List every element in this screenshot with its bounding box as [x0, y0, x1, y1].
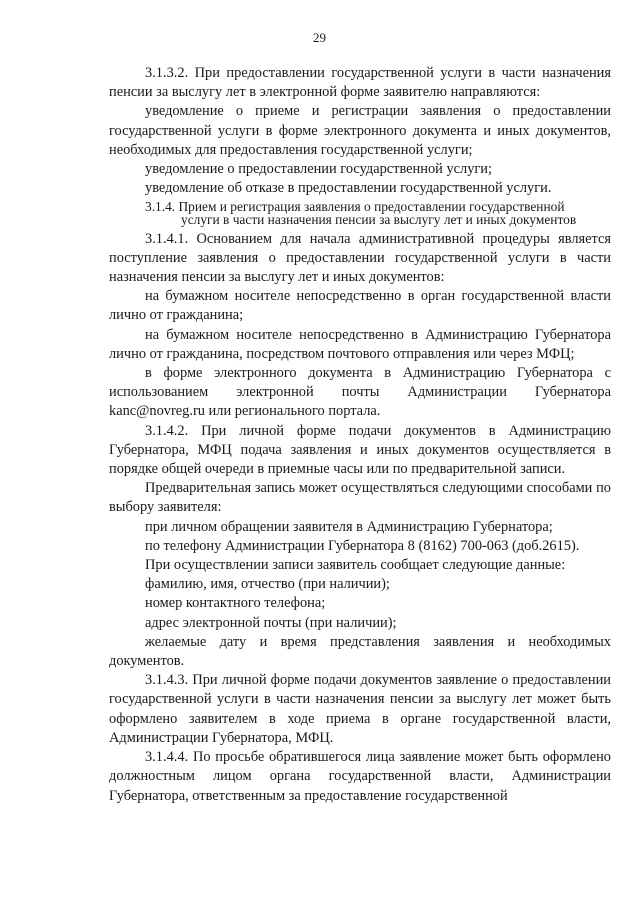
paragraph: уведомление об отказе в предоставлении государственной услуги. — [145, 180, 552, 197]
paragraph: уведомление о предоставлении государственной услуги; — [145, 161, 493, 178]
paragraph: адрес электронной почты (при наличии); — [145, 614, 397, 631]
paragraph: желаемые дату и время представления заявления и необходимых документов. — [109, 633, 611, 670]
paragraph: на бумажном носителе непосредственно в Администрацию Губернатора лично от гражданина, посредством почтового отправления или через МФЦ; — [109, 326, 611, 362]
paragraph: на бумажном носителе непосредственно в орган государственной власти лично от гражданина; — [109, 288, 611, 324]
paragraph: 3.1.4.3. При личной форме подачи документов заявление о предоставлении государственной услуги в части назначения пенсии за выслугу лет может быть оформлено заявителем в ходе приема в органе государственной власти, Администрации Губернатора, МФЦ. — [109, 672, 611, 746]
paragraph: в форме электронного документа в Администрацию Губернатора с использованием электронной почты Администрации Губернатора kanc@novreg.ru или регионального портала. — [109, 365, 611, 420]
section-heading-line-2: услуги в части назначения пенсии за выслугу лет и иных документов — [181, 212, 577, 228]
paragraph: 3.1.4.4. По просьбе обратившегося лица заявление может быть оформлено должностным лицом органа государственной власти, Администрации Губернатора, ответственным за предоставление государственной — [109, 749, 611, 804]
paragraph: при личном обращении заявителя в Администрацию Губернатора; — [145, 518, 553, 535]
paragraph: по телефону Администрации Губернатора 8 (8162) 700-063 (доб.2615). — [145, 537, 580, 554]
paragraph: уведомление о приеме и регистрации заявления о предоставлении государственной услуги в форме электронного документа и иных документов, необходимых для предоставления государственной услуги; — [109, 103, 611, 158]
paragraph: При осуществлении записи заявитель сообщает следующие данные: — [145, 557, 566, 574]
paragraph: 3.1.4.2. При личной форме подачи документов в Администрацию Губернатора, МФЦ подача заявления и иных документов осуществляется в порядке общей очереди в приемные часы или по предварительной записи. — [109, 422, 611, 478]
document-body — [109, 64, 611, 806]
page-number: 29 — [313, 30, 326, 45]
paragraph: номер контактного телефона; — [145, 595, 326, 612]
paragraph: Предварительная запись может осуществляться следующими способами по выбору заявителя: — [109, 480, 611, 516]
paragraph: 3.1.4.1. Основанием для начала административной процедуры является поступление заявления о предоставлении государственной услуги в части назначения пенсии за выслугу лет и иных документов: — [109, 230, 611, 286]
paragraph: фамилию, имя, отчество (при наличии); — [145, 576, 390, 593]
paragraph: 3.1.3.2. При предоставлении государственной услуги в части назначения пенсии за выслугу лет в электронной форме заявителю направляются: — [109, 65, 611, 101]
section-heading-line-1: 3.1.4. Прием и регистрация заявления о предоставлении государственной — [145, 199, 565, 215]
section-heading — [109, 201, 611, 226]
